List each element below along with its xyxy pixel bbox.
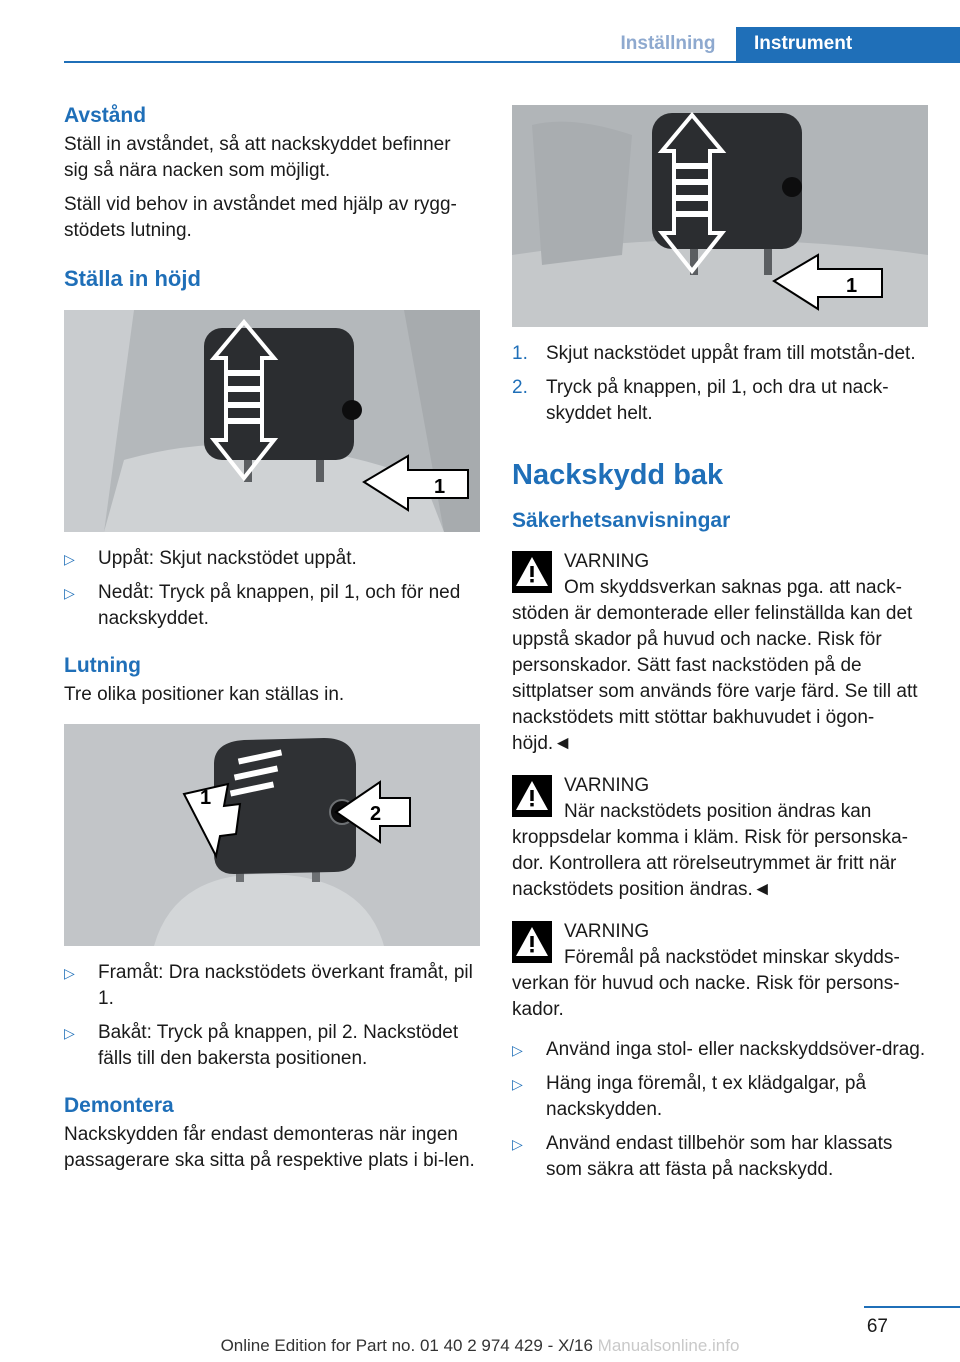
edition-text: Online Edition for Part no. 01 40 2 974 429 - X/16	[220, 1336, 593, 1355]
heading-demontera: Demontera	[64, 1094, 174, 1117]
avstand-text-2: Ställ vid behov in avståndet med hjälp av rygg-stödets lutning.	[64, 194, 457, 241]
list-item: ▷ Använd endast tillbehör som har klassats som säkra att fästa på nackskydd.	[512, 1133, 893, 1180]
list-item: 1. Skjut nackstödet uppåt fram till motstån-det.	[512, 343, 916, 364]
list-item: 2. Tryck på knappen, pil 1, och dra ut nack-skyddet helt.	[512, 377, 889, 424]
page-number: 67	[866, 1316, 888, 1337]
headrest-tilt-image	[64, 724, 480, 946]
list-item: ▷ Nedåt: Tryck på knappen, pil 1, och för ned nackskyddet.	[64, 582, 461, 629]
tilt-list	[64, 960, 480, 1072]
heading-lutning: Lutning	[64, 654, 141, 677]
triangle-bullet-icon: ▷	[512, 1136, 523, 1152]
left-column	[64, 100, 480, 1182]
list-item: ▷ Använd inga stol- eller nackskyddsöver-drag.	[512, 1037, 928, 1063]
safety-list	[512, 1037, 928, 1183]
warning-label: VARNING	[564, 551, 650, 572]
tilt-arrow-label-1: 1	[200, 787, 212, 809]
rear-arrow-label: 1	[846, 275, 858, 297]
tab-installning[interactable]: Inställning	[620, 33, 716, 54]
warning-icon	[512, 775, 552, 817]
headrest-height-image	[64, 310, 480, 532]
footer-rule	[864, 1306, 960, 1308]
warning-label: VARNING	[564, 921, 650, 942]
heading-sakerhetsanvisningar: Säkerhetsanvisningar	[512, 509, 731, 532]
list-item: ▷ Framåt: Dra nackstödets överkant framåt, pil 1.	[64, 962, 473, 1009]
heading-avstand: Avstånd	[64, 104, 147, 127]
triangle-bullet-icon: ▷	[64, 585, 75, 601]
triangle-bullet-icon: ▷	[64, 1025, 75, 1041]
right-column	[512, 105, 928, 1191]
warning-block	[512, 549, 928, 757]
list-item: ▷ Bakåt: Tryck på knappen, pil 2. Nackstödet fälls till den bakersta positionen.	[64, 1022, 459, 1069]
warning-icon	[512, 921, 552, 963]
height-arrow-label: 1	[434, 476, 446, 498]
triangle-bullet-icon: ▷	[64, 965, 75, 981]
triangle-bullet-icon: ▷	[512, 1076, 523, 1092]
rear-headrest-image	[512, 105, 928, 327]
warning-icon	[512, 551, 552, 593]
warning-label: VARNING	[564, 775, 650, 796]
height-list	[64, 546, 480, 632]
watermark: Manualsonline.info	[597, 1336, 740, 1355]
warning-text: När nackstödets position ändras kan kroppsdelar komma i kläm. Risk för personska-dor. Kontrollera att rörelseutrymmet är fritt när nackstödets position ändras.◄	[512, 801, 908, 900]
demontera-text: Nackskydden får endast demonteras när ingen passagerare ska sitta på respektive plats i bi-len.	[64, 1124, 475, 1171]
list-item: ▷ Uppåt: Skjut nackstödet uppåt.	[64, 546, 480, 572]
heading-stalla-in-hojd: Ställa in höjd	[64, 266, 201, 291]
warning-text: Om skyddsverkan saknas pga. att nack-stöden är demonterade eller felinställda kan det uppstå skador på huvud och nacke. Risk för personskador. Sätt fast nackstöden på de sittplatser som används före varje färd. Se till att nackstödets mitt stöttar bakhuvudet i ögon-höjd.◄	[512, 577, 918, 754]
warning-block	[512, 919, 928, 1023]
heading-nackskydd-bak: Nackskydd bak	[512, 459, 724, 491]
triangle-bullet-icon: ▷	[512, 1042, 523, 1058]
footer	[0, 1336, 960, 1356]
tilt-arrow-label-2: 2	[370, 803, 382, 825]
triangle-bullet-icon: ▷	[64, 551, 75, 567]
avstand-text-1: Ställ in avståndet, så att nackskyddet befinner sig så nära nacken som möjligt.	[64, 134, 451, 181]
lutning-text: Tre olika positioner kan ställas in.	[64, 684, 345, 705]
list-item: ▷ Häng inga föremål, t ex klädgalgar, på nackskydden.	[512, 1073, 867, 1120]
removal-steps	[512, 341, 928, 427]
warning-text: Föremål på nackstödet minskar skydds-verkan för huvud och nacke. Risk för persons-kador.	[512, 947, 900, 1020]
tab-instrument[interactable]: Instrument	[736, 27, 960, 63]
warning-block	[512, 773, 928, 903]
